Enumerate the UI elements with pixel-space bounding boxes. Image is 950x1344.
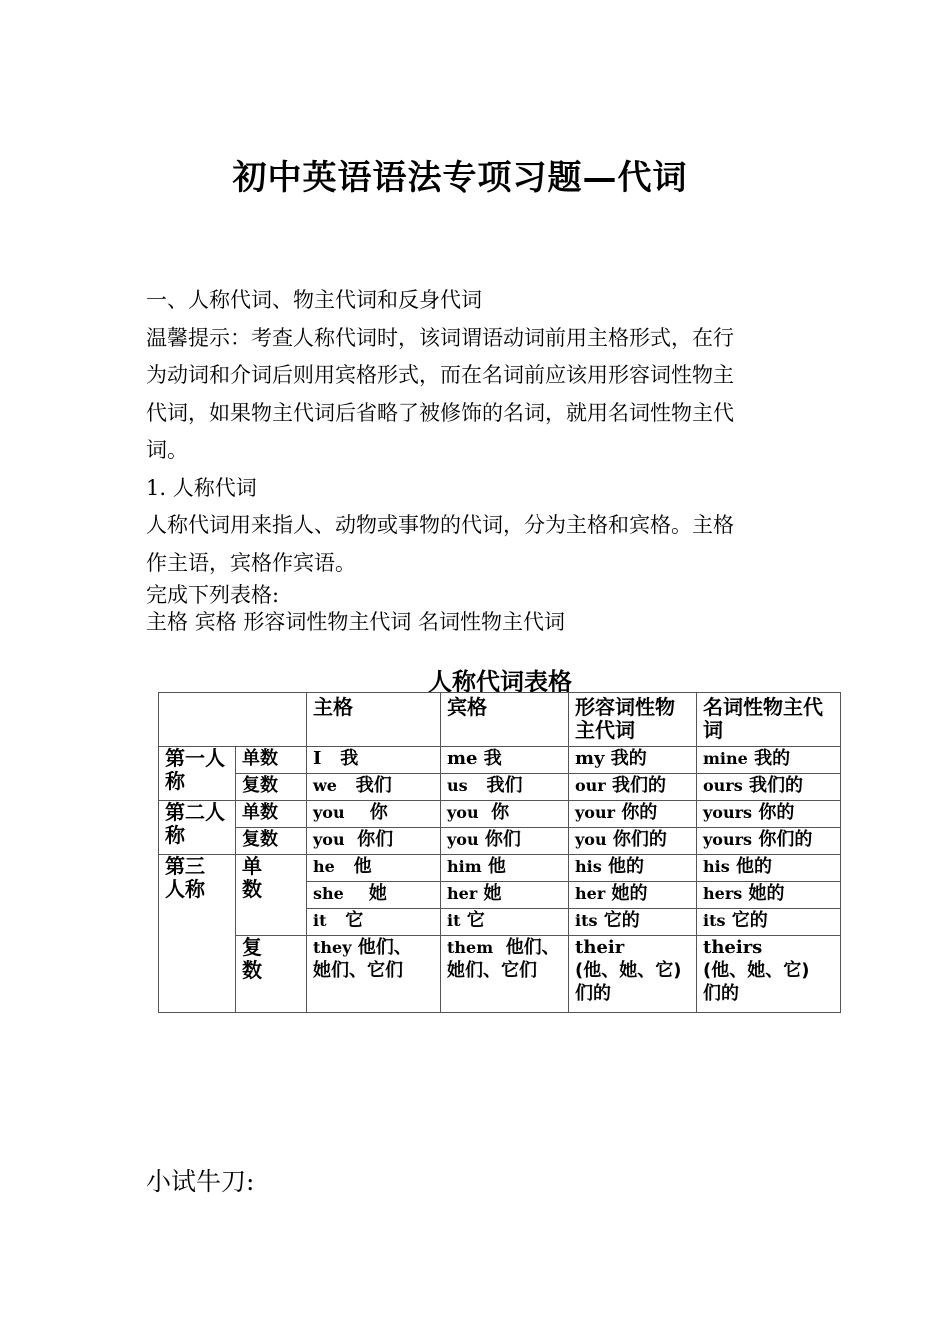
table-cell: yours 你的 (697, 801, 841, 828)
table-row (159, 801, 841, 828)
table-cell: he 他 (307, 855, 441, 882)
table-cell: theirs (他、她、它) 们的 (697, 936, 841, 1013)
task-line: 完成下列表格: (146, 583, 280, 607)
person-cell: 第二人称 (159, 801, 236, 855)
table-cell: she 她 (307, 882, 441, 909)
table-row (159, 774, 841, 801)
header-corner (159, 693, 307, 747)
header-cell: 名词性物主代词 (697, 693, 841, 747)
table-cell: hers 她的 (697, 882, 841, 909)
table-cell: you 你 (307, 801, 441, 828)
header-cell: 主格 (307, 693, 441, 747)
table-cell: ours 我们的 (697, 774, 841, 801)
table-cell: you 你们的 (569, 828, 697, 855)
header-cell: 宾格 (441, 693, 569, 747)
table-cell: yours 你们的 (697, 828, 841, 855)
table-row (159, 747, 841, 774)
table-cell: I 我 (307, 747, 441, 774)
number-cell: 复数 (236, 774, 307, 801)
table-cell: you 你们 (307, 828, 441, 855)
table-cell: you 你们 (441, 828, 569, 855)
number-cell: 单数 (236, 801, 307, 828)
table-cell: him 他 (441, 855, 569, 882)
person-cell: 第一人称 (159, 747, 236, 801)
table-cell: mine 我的 (697, 747, 841, 774)
tip-line: 代词，如果物主代词后省略了被修饰的名词，就用名词性物主代 (146, 400, 734, 425)
number-cell: 单数 (236, 747, 307, 774)
item-heading: 1. 人称代词 (146, 475, 257, 500)
table-row (159, 855, 841, 882)
section-heading: 小试牛刀: (146, 1167, 255, 1196)
tip-line: 温馨提示：考查人称代词时，该词谓语动词前用主格形式，在行 (146, 325, 734, 350)
tip-line: 为动词和介词后则用宾格形式，而在名词前应该用形容词性物主 (146, 363, 734, 387)
table-cell: her 她的 (569, 882, 697, 909)
table-cell: your 你的 (569, 801, 697, 828)
table-cell: me 我 (441, 747, 569, 774)
table-row (159, 936, 841, 1013)
table-cell: its 它的 (569, 909, 697, 936)
page-title: 初中英语语法专项习题—代词 (232, 158, 688, 198)
table-cell: his 他的 (569, 855, 697, 882)
table-cell: they 他们、 她们、它们 (307, 936, 441, 1013)
number-cell: 单数 (236, 855, 307, 936)
table-cell: you 你 (441, 801, 569, 828)
number-cell: 复数 (236, 936, 307, 1013)
header-cell: 形容词性物主代词 (569, 693, 697, 747)
columns-line: 主格 宾格 形容词性物主代词 名词性物主代词 (146, 610, 566, 634)
description-line: 作主语，宾格作宾语。 (146, 550, 356, 575)
table-cell: it 它 (441, 909, 569, 936)
pronoun-table (158, 692, 841, 1013)
table-cell: my 我的 (569, 747, 697, 774)
table-title: 人称代词表格 (428, 668, 572, 696)
table-cell: we 我们 (307, 774, 441, 801)
table-cell: it 它 (307, 909, 441, 936)
table-cell: their (他、她、它) 们的 (569, 936, 697, 1013)
table-cell: them 他们、 她们、它们 (441, 936, 569, 1013)
table-cell: our 我们的 (569, 774, 697, 801)
number-cell: 复数 (236, 828, 307, 855)
intro-text (146, 282, 816, 636)
table-cell: his 他的 (697, 855, 841, 882)
description-line: 人称代词用来指人、动物或事物的代词，分为主格和宾格。主格 (146, 513, 734, 537)
table-cell: us 我们 (441, 774, 569, 801)
table-cell: its 它的 (697, 909, 841, 936)
section-heading: 一、人称代词、物主代词和反身代词 (146, 288, 482, 312)
tip-line: 词。 (146, 438, 188, 462)
table-header-row (159, 693, 841, 747)
person-cell: 第三人称 (159, 855, 236, 1013)
table-cell: her 她 (441, 882, 569, 909)
table-row (159, 828, 841, 855)
